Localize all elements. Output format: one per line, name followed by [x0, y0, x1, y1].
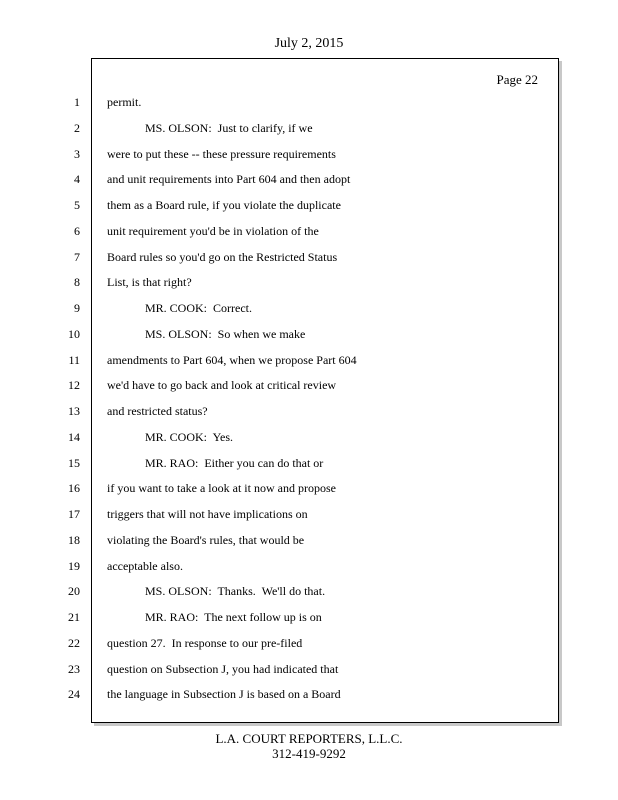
- line-text: the language in Subsection J is based on a Board: [107, 687, 341, 702]
- line-number: 23: [68, 661, 80, 676]
- transcript-line: [0, 92, 618, 112]
- transcript-line: [0, 504, 618, 524]
- line-number: 19: [68, 558, 80, 573]
- line-number: 20: [68, 584, 80, 599]
- line-number: 3: [74, 146, 80, 161]
- line-number: 12: [68, 378, 80, 393]
- footer: [0, 731, 618, 761]
- reporter-company: L.A. COURT REPORTERS, L.L.C.: [215, 731, 403, 746]
- transcript-line: [0, 427, 618, 447]
- transcript-line: [0, 298, 618, 318]
- transcript-date: July 2, 2015: [274, 36, 344, 51]
- line-text: MS. OLSON: So when we make: [145, 326, 306, 341]
- line-text: violating the Board's rules, that would be: [107, 532, 305, 547]
- line-text: and unit requirements into Part 604 and then adopt: [107, 172, 351, 187]
- line-text: we'd have to go back and look at critical review: [107, 378, 337, 393]
- transcript-line: [0, 247, 618, 267]
- line-text: and restricted status?: [107, 404, 208, 418]
- line-text: Board rules so you'd go on the Restricted Status: [107, 249, 338, 264]
- line-text: amendments to Part 604, when we propose Part 604: [107, 352, 357, 367]
- line-number: 10: [68, 326, 80, 341]
- transcript-line: [0, 272, 618, 292]
- line-text: MR. RAO: The next follow up is on: [145, 610, 322, 624]
- line-number: 18: [68, 532, 80, 547]
- transcript-line: [0, 453, 618, 473]
- reporter-phone: 312-419-9292: [272, 746, 346, 761]
- transcript-line: [0, 401, 618, 421]
- line-number: 15: [68, 455, 80, 470]
- line-number: 13: [68, 404, 80, 418]
- line-text: question on Subsection J, you had indicated that: [107, 661, 339, 676]
- line-text: MR. RAO: Either you can do that or: [145, 455, 324, 470]
- line-text: were to put these -- these pressure requirements: [107, 146, 336, 161]
- transcript-line: [0, 375, 618, 395]
- transcript-line: [0, 581, 618, 601]
- line-text: unit requirement you'd be in violation of the: [107, 223, 319, 238]
- line-text: MS. OLSON: Thanks. We'll do that.: [145, 584, 326, 599]
- line-number: 5: [74, 198, 80, 212]
- line-number: 11: [68, 352, 80, 367]
- line-text: MR. COOK: Correct.: [145, 301, 252, 315]
- transcript-line: [0, 556, 618, 576]
- line-number: 22: [68, 635, 80, 650]
- transcript-line: [0, 195, 618, 215]
- line-text: MR. COOK: Yes.: [145, 429, 234, 444]
- line-number: 17: [68, 507, 80, 521]
- transcript-line: [0, 221, 618, 241]
- line-number: 9: [74, 301, 80, 315]
- transcript-line: [0, 607, 618, 627]
- line-number: 14: [68, 429, 80, 444]
- line-number: 1: [74, 95, 80, 109]
- line-text: permit.: [107, 95, 142, 109]
- transcript-line: [0, 659, 618, 679]
- transcript-line: [0, 118, 618, 138]
- transcript-line: [0, 144, 618, 164]
- transcript-line: [0, 684, 618, 704]
- line-number: 6: [74, 223, 80, 238]
- page-number: Page 22: [496, 72, 538, 87]
- line-text: acceptable also.: [107, 558, 183, 573]
- transcript-line: [0, 324, 618, 344]
- transcript-line: [0, 169, 618, 189]
- line-number: 16: [68, 481, 80, 496]
- line-number: 2: [74, 120, 80, 135]
- line-number: 24: [68, 687, 80, 702]
- line-text: List, is that right?: [107, 275, 192, 290]
- line-number: 7: [74, 249, 80, 264]
- line-number: 8: [74, 275, 80, 290]
- transcript-line: [0, 478, 618, 498]
- line-text: if you want to take a look at it now and propose: [107, 481, 336, 496]
- line-text: question 27. In response to our pre-filed: [107, 635, 303, 650]
- line-text: them as a Board rule, if you violate the duplicate: [107, 198, 341, 212]
- line-number: 4: [74, 172, 80, 187]
- line-text: MS. OLSON: Just to clarify, if we: [145, 120, 313, 135]
- transcript-line: [0, 530, 618, 550]
- transcript-line: [0, 350, 618, 370]
- transcript-line: [0, 633, 618, 653]
- line-text: triggers that will not have implications on: [107, 507, 308, 521]
- line-number: 21: [68, 610, 80, 624]
